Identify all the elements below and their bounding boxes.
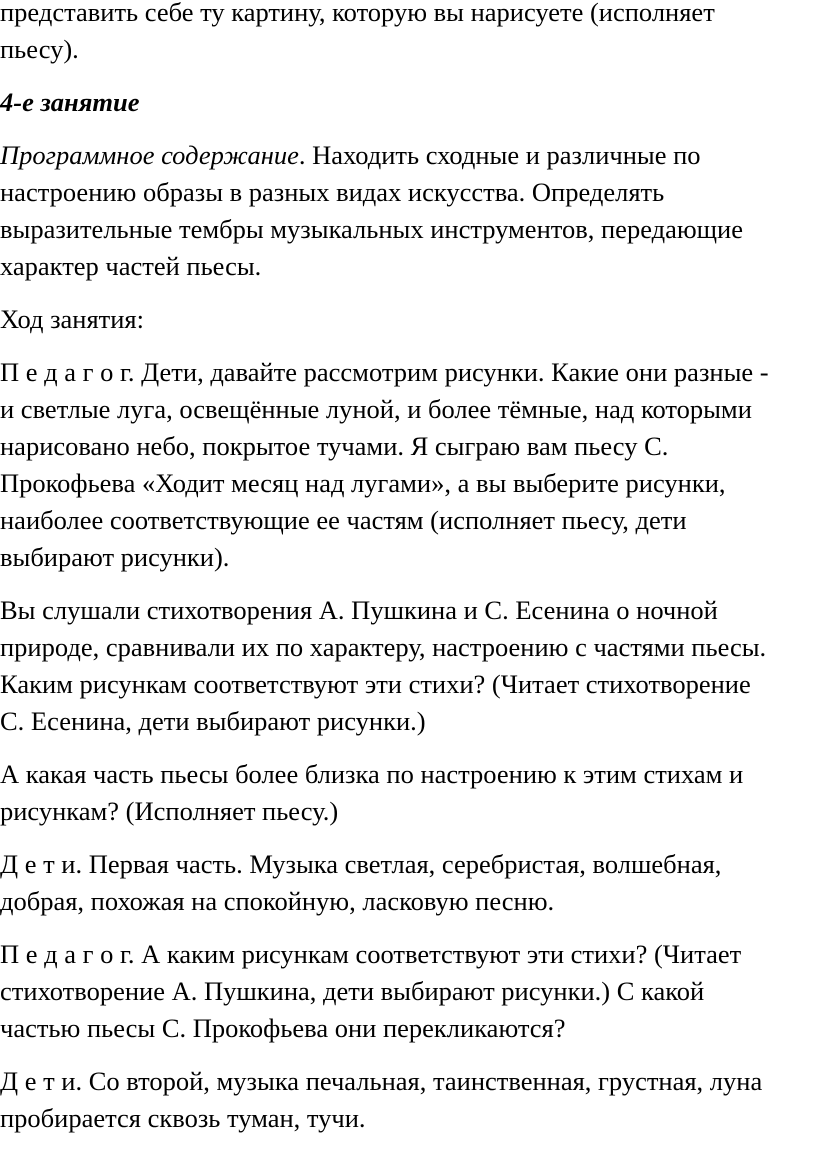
text-line: настроению образы в разных видах искусства. Определять bbox=[0, 177, 665, 207]
text-line: рисункам? (Исполняет пьесу.) bbox=[0, 796, 339, 826]
text-line bbox=[0, 137, 816, 174]
text-line: характер частей пьесы. bbox=[0, 251, 262, 281]
dialogue-paragraph bbox=[0, 846, 816, 920]
dialogue-paragraph bbox=[0, 756, 816, 830]
text-line: А какая часть пьесы более близка по настроению к этим стихам и bbox=[0, 759, 744, 789]
text-line: представить себе ту картину, которую вы нарисуете (исполняет bbox=[0, 0, 715, 27]
text-line: П е д а г о г. А каким рисункам соответствуют эти стихи? (Читает bbox=[0, 939, 742, 969]
text-line: выбирают рисунки). bbox=[0, 542, 230, 572]
text-line: и светлые луга, освещённые луной, и более тёмные, над которыми bbox=[0, 394, 752, 424]
text-line: наиболее соответствующие ее частям (исполняет пьесу, дети bbox=[0, 505, 687, 535]
course-label: Ход занятия: bbox=[0, 304, 144, 334]
text-line: природе, сравнивали их по характеру, настроению с частями пьесы. bbox=[0, 632, 767, 662]
text-line: Каким рисункам соответствуют эти стихи? (Читает стихотворение bbox=[0, 669, 751, 699]
intro-paragraph bbox=[0, 0, 816, 68]
text-line: пьесу). bbox=[0, 34, 79, 64]
text-line: С. Есенина, дети выбирают рисунки.) bbox=[0, 706, 426, 736]
text-line: выразительные тембры музыкальных инструментов, передающие bbox=[0, 214, 743, 244]
dialogue-paragraph bbox=[0, 354, 816, 576]
text-line: пробирается сквозь туман, тучи. bbox=[0, 1103, 366, 1133]
text-line: Д е т и. Первая часть. Музыка светлая, серебристая, волшебная, bbox=[0, 849, 722, 879]
text-line: Прокофьева «Ходит месяц над лугами», а вы выберите рисунки, bbox=[0, 468, 726, 498]
program-text: . Находить сходные и различные по bbox=[298, 140, 701, 170]
program-paragraph bbox=[0, 137, 816, 285]
text-line: добрая, похожая на спокойную, ласковую песню. bbox=[0, 886, 555, 916]
text-line: П е д а г о г. Дети, давайте рассмотрим рисунки. Какие они разные - bbox=[0, 357, 769, 387]
dialogue-paragraph bbox=[0, 936, 816, 1047]
text-line: Вы слушали стихотворения А. Пушкина и С. Есенина о ночной bbox=[0, 595, 718, 625]
program-label: Программное содержание bbox=[0, 140, 299, 170]
lesson-heading: 4-е занятие bbox=[0, 87, 140, 117]
text-line: нарисовано небо, покрытое тучами. Я сыграю вам пьесу С. bbox=[0, 431, 669, 461]
dialogue-paragraph bbox=[0, 592, 816, 740]
text-line: стихотворение А. Пушкина, дети выбирают рисунки.) С какой bbox=[0, 976, 705, 1006]
text-line: Д е т и. Со второй, музыка печальная, таинственная, грустная, луна bbox=[0, 1066, 763, 1096]
text-line: частью пьесы С. Прокофьева они перекликаются? bbox=[0, 1013, 566, 1043]
dialogue-paragraph bbox=[0, 1063, 816, 1137]
